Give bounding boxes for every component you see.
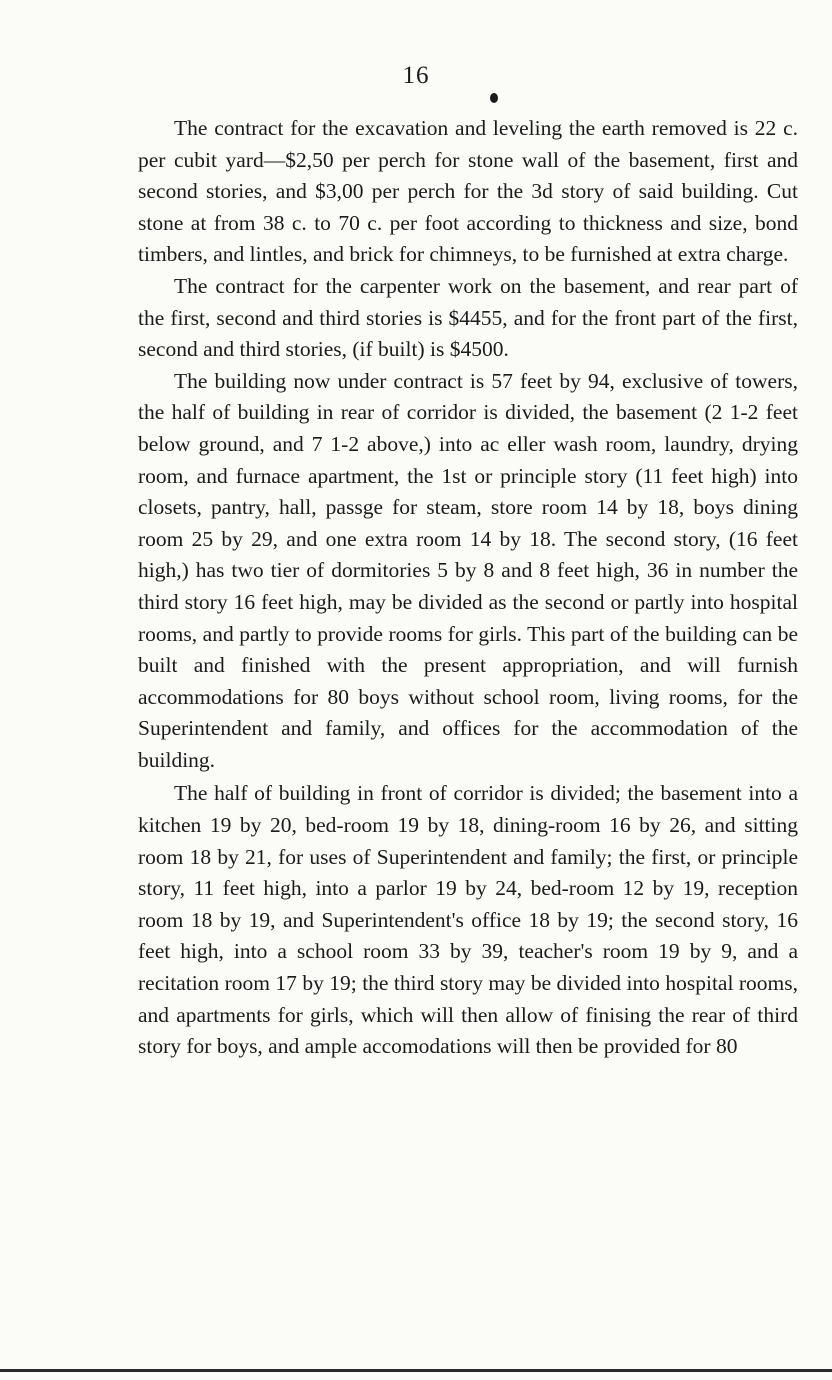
paragraph-contract-carpenter: The contract for the carpenter work on the basement, and rear part of the first, second and third stories is $4455, and for the front part of the first, second and third stories, (if built) is $4500. bbox=[138, 273, 798, 362]
paragraph-building-rear: The building now under contract is 57 feet by 94, exclusive of towers, the half of building in rear of corridor is divided, the basement (2 1-2 feet below ground, and 7 1-2 above,) into ac eller wash room, laundry, drying room, and furnace apartment, the 1st or principle story (11 feet high) into closets, pantry, hall, passge for steam, store room 14 by 18, boys dining room 25 by 29, and one extra room 14 by 18. The second story, (16 feet high,) has two tier of dormitories 5 by 8 and 8 feet high, 36 in number the third story 16 feet high, may be divided as the second or partly into hospital rooms, and partly to provide rooms for girls. This part of the building can be built and finished with the present appropriation, and will furnish accommodations for 80 boys without school room, living rooms, for the Superintendent and family, and offices for the accommodation of the building. bbox=[138, 368, 798, 772]
body-text bbox=[138, 113, 798, 1063]
ink-dot-mark bbox=[490, 93, 498, 103]
page-number: 16 bbox=[402, 62, 430, 89]
page-bottom-edge bbox=[0, 1369, 832, 1372]
paragraph-building-front: The half of building in front of corridor is divided; the basement into a kitchen 19 by 20, bed-room 19 by 18, dining-room 16 by 26, and sitting room 18 by 21, for uses of Superintendent and family; the first, or principle story, 11 feet high, into a parlor 19 by 24, bed-room 12 by 19, reception room 18 by 19, and Superintendent's office 18 by 19; the second story, 16 feet high, into a school room 33 by 39, teacher's room 19 by 9, and a recitation room 17 by 19; the third story may be divided into hospital rooms, and apartments for girls, which will then allow of finising the rear of third story for boys, and ample accomodations will then be provided for 80 bbox=[138, 781, 798, 1059]
paragraph-contract-excavation: The contract for the excavation and leveling the earth removed is 22 c. per cubit yard—$2,50 per perch for stone wall of the basement, first and second stories, and $3,00 per perch for the 3d story of said building. Cut stone at from 38 c. to 70 c. per foot according to thickness and size, bond timbers, and lintles, and brick for chimneys, to be furnished at extra charge. bbox=[138, 116, 798, 267]
